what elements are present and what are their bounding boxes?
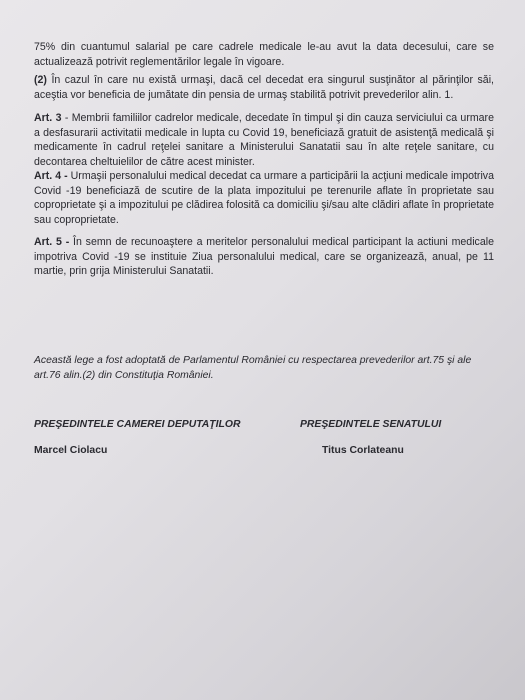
paragraph-continuation: 75% din cuantumul salarial pe care cadrele medicale le-au avut la data decesului, care se actualizează potrivit reglementărilor legale în vigoare. — [34, 41, 494, 68]
article-5-label: Art. 5 - — [34, 236, 70, 248]
adoption-note: Această lege a fost adoptată de Parlamentul României cu respectarea prevederilor art.75 şi ale art.76 alin.(2) din Constituţia României. — [34, 355, 472, 381]
chamber-president-name: Marcel Ciolacu — [34, 445, 108, 456]
article-5-text: În semn de recunoaştere a meritelor personalului medical participant la actiuni medicale impotriva Covid -19 se instituie Ziua personalului medical, care se organizează, anual, pe 11 martie, prin grija Ministerului Sanatatii. — [34, 236, 494, 278]
senate-president-name: Titus Corlateanu — [322, 445, 404, 456]
senate-president-title: PREŞEDINTELE SENATULUI — [300, 419, 442, 430]
article-3 — [34, 111, 494, 169]
article-4 — [34, 169, 494, 227]
article-3-label: Art. 3 — [34, 112, 62, 124]
article-5 — [34, 235, 494, 279]
article-3-text: - Membrii familiilor cadrelor medicale, decedate în timpul şi din cauza serviciului ca urmare a desfasurarii activitatii medicale in lupta cu Covid 19, beneficiază gratuit de asistenţă medicală şi medicamente în cadrul reţelei sanitare a Ministerului Sanatatii sau în alte reţele sanitare, cu decontarea cheltuielilor de către acest minister. — [34, 112, 494, 168]
article-4-text: Urmaşii personalului medical decedat ca urmare a participării la acţiuni medicale impotriva Covid -19 beneficiază de scutire de la plata impozitului pe terenurile aflate în proprietate sau coproprietate şi a impozitului pe clădirea folosită ca domiciliu şi/sau alte clădiri aflate în proprietate sau coproprietate. — [34, 170, 494, 226]
paragraph-alin-2 — [34, 73, 494, 102]
chamber-president-title: PREŞEDINTELE CAMEREI DEPUTAŢILOR — [34, 419, 241, 430]
alin-2-label: (2) — [34, 74, 47, 86]
article-4-label: Art. 4 - — [34, 170, 68, 182]
alin-2-text: În cazul în care nu există urmaşi, dacă cel decedat era singurul susţinător al părinţilor săi, aceştia vor beneficia de jumătate din pensia de urmaş stabilită potrivit prevederilor alin. 1. — [34, 74, 494, 101]
